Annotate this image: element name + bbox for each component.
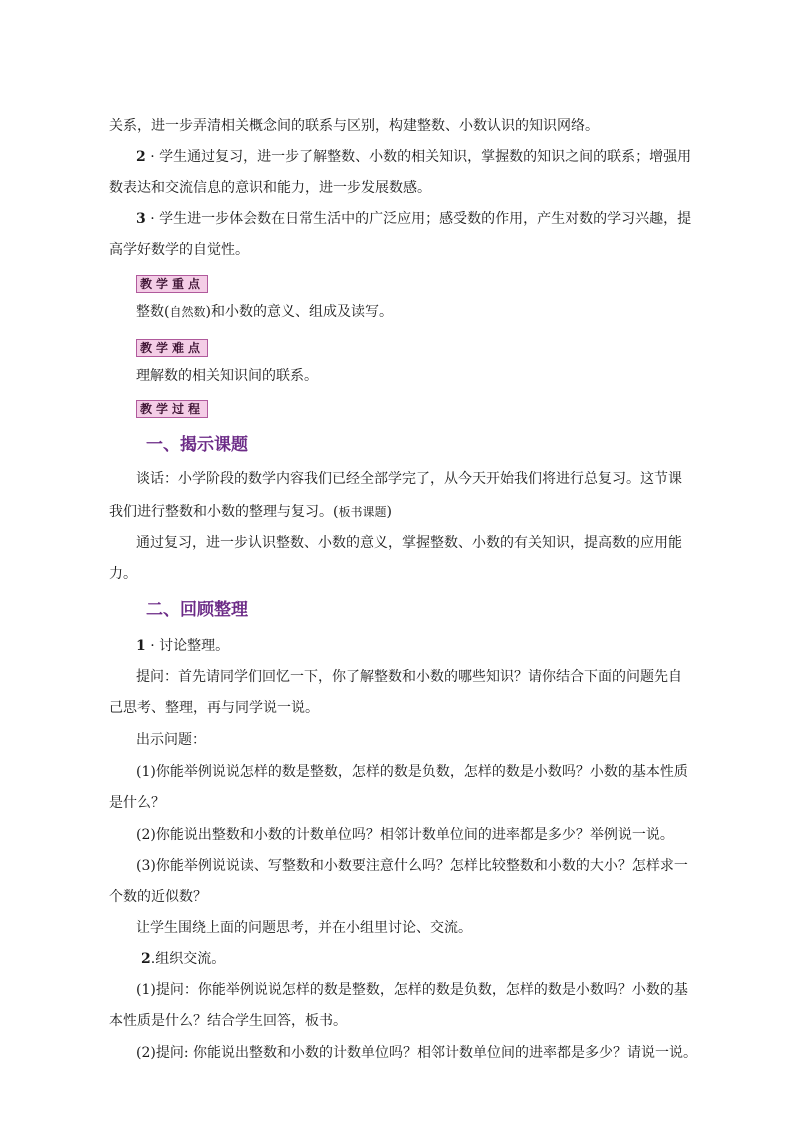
- paragraph-line: 2.组织交流。: [141, 951, 226, 967]
- paragraph-line: 理解数的相关知识间的联系。: [136, 368, 318, 384]
- section-heading: 一、揭示课题: [146, 435, 248, 455]
- paragraph-line: 关系，进一步弄清相关概念间的联系与区别，构建整数、小数认识的知识网络。: [109, 118, 599, 134]
- teaching-process-tag: 教学过程: [136, 400, 208, 418]
- paragraph-line: 2 · 学生通过复习，进一步了解整数、小数的相关知识，掌握数的知识之间的联系；增强用: [136, 149, 692, 165]
- teaching-focus-tag: 教学重点: [136, 275, 208, 293]
- paragraph-line: 是什么？: [109, 795, 165, 811]
- paragraph-line: 本性质是什么？结合学生回答，板书。: [109, 1013, 347, 1029]
- paragraph-line: 整数(自然数)和小数的意义、组成及读写。: [136, 304, 393, 320]
- paragraph-line: 提问：首先请同学们回忆一下，你了解整数和小数的哪些知识？请你结合下面的问题先自: [136, 669, 682, 685]
- paragraph-line: 高学好数学的自觉性。: [109, 242, 249, 258]
- paragraph-line: 力。: [109, 566, 137, 582]
- paragraph-line: 数表达和交流信息的意识和能力，进一步发展数感。: [109, 180, 431, 196]
- paragraph-line: 1 · 讨论整理。: [136, 638, 230, 654]
- paragraph-line: 个数的近似数？: [109, 889, 207, 905]
- teaching-difficulty-tag: 教学难点: [136, 339, 208, 357]
- paragraph-line: 谈话：小学阶段的数学内容我们已经全部学完了，从今天开始我们将进行总复习。这节课: [136, 471, 682, 487]
- paragraph-line: 我们进行整数和小数的整理与复习。(板书课题): [109, 504, 392, 520]
- paragraph-line: 通过复习，进一步认识整数、小数的意义，掌握整数、小数的有关知识，提高数的应用能: [136, 535, 682, 551]
- paragraph-line: (1)提问：你能举例说说怎样的数是整数，怎样的数是负数，怎样的数是小数吗？小数的基: [136, 982, 688, 998]
- paragraph-line: 出示问题：: [136, 732, 206, 748]
- paragraph-line: 己思考、整理，再与同学说一说。: [109, 700, 319, 716]
- paragraph-line: 让学生围绕上面的问题思考，并在小组里讨论、交流。: [136, 920, 472, 936]
- paragraph-line: (2)你能说出整数和小数的计数单位吗？相邻计数单位间的进率都是多少？举例说一说。: [136, 827, 674, 843]
- paragraph-line: (1)你能举例说说怎样的数是整数，怎样的数是负数，怎样的数是小数吗？小数的基本性质: [136, 764, 688, 780]
- paragraph-line: (2)提问: 你能说出整数和小数的计数单位吗？相邻计数单位间的进率都是多少？请说一说。: [136, 1045, 697, 1061]
- paragraph-line: (3)你能举例说说读、写整数和小数要注意什么吗？怎样比较整数和小数的大小？怎样求一: [136, 858, 688, 874]
- section-heading: 二、回顾整理: [146, 600, 248, 620]
- paragraph-line: 3 · 学生进一步体会数在日常生活中的广泛应用；感受数的作用，产生对数的学习兴趣，提: [136, 211, 692, 227]
